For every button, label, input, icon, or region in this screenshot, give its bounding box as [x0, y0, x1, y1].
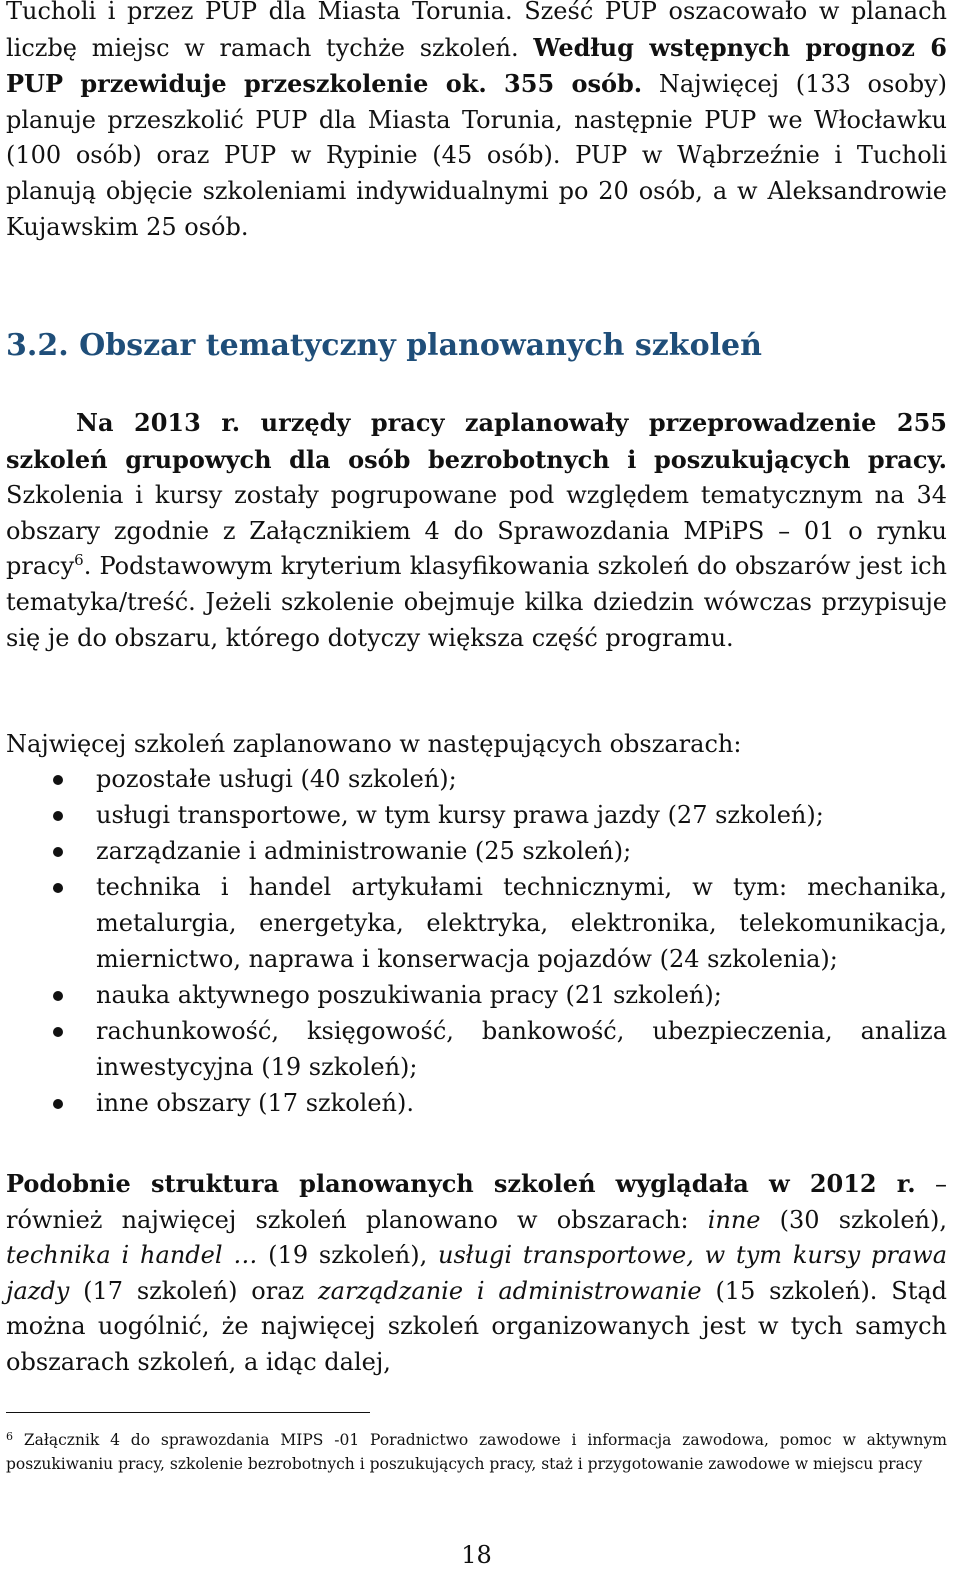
areas-list: [6, 761, 947, 1121]
training-plan-bold: Na 2013 r. urzędy pracy zaplanowały przeprowadzenie 255 szkoleń grupowych dla osób bezrobotnych i poszukujących pracy.: [6, 408, 947, 474]
list-item: [6, 1085, 947, 1121]
list-lead: Najwięcej szkoleń zaplanowano w następujących obszarach:: [6, 730, 742, 758]
list-item: [6, 1013, 947, 1085]
footnote-divider: [6, 1412, 370, 1413]
comparison-bold: Podobnie struktura planowanych szkoleń wyglądała w 2012 r.: [6, 1169, 916, 1198]
list-item: [6, 761, 947, 797]
list-item-text: pozostałe usługi (40 szkoleń);: [96, 765, 457, 793]
list-item-text: rachunkowość, księgowość, bankowość, ubezpieczenia, analiza inwestycyjna (19 szkoleń);: [96, 1017, 947, 1081]
comparison-text-3: (19 szkoleń),: [257, 1241, 439, 1270]
list-item-text: inne obszary (17 szkoleń).: [96, 1089, 414, 1117]
comparison-paragraph: [6, 1166, 947, 1381]
bullet-icon: [53, 991, 63, 1001]
list-item-text: zarządzanie i administrowanie (25 szkoleń);: [96, 837, 632, 865]
page-number: 18: [461, 1541, 492, 1569]
comparison-italic-1: inne: [707, 1205, 761, 1234]
comparison-italic-2: technika i handel …: [6, 1241, 258, 1270]
list-item-text: usługi transportowe, w tym kursy prawa jazdy (27 szkoleń);: [96, 801, 824, 829]
list-item-text: technika i handel artykułami technicznymi, w tym: mechanika, metalurgia, energetyka, elektryka, elektronika, telekomunikacja, miernictwo, naprawa i konserwacja pojazdów (24 szkolenia);: [96, 873, 947, 973]
comparison-text-5: (15 szkoleń). Stąd można uogólnić, że najwięcej szkoleń organizowanych jest w tych samych obszarach szkoleń, a idąc dalej,: [6, 1276, 948, 1376]
comparison-text-1: – również najwięcej szkoleń planowano w obszarach:: [6, 1170, 947, 1234]
comparison-italic-3: usługi transportowe, w tym kursy prawa jazdy: [6, 1241, 948, 1305]
section-heading: 3.2. Obszar tematyczny planowanych szkoleń: [6, 328, 762, 363]
comparison-text-4: (17 szkoleń) oraz: [69, 1276, 318, 1305]
intro-bold-text: Według wstępnych prognoz 6 PUP przewiduje przeszkolenie ok. 355 osób.: [6, 32, 948, 99]
footnote: [6, 1428, 947, 1476]
intro-text-1: Tucholi i przez PUP dla Miasta Torunia. Sześć PUP oszacowało w planach liczbę miejsc w ramach tychże szkoleń.: [6, 0, 947, 62]
intro-text-2: Najwięcej (133 osoby) planuje przeszkolić PUP dla Miasta Torunia, następnie PUP we Włocławku (100 osób) oraz PUP w Rypinie (45 osób). PUP w Wąbrzeźnie i Tucholi planują objęcie szkoleniami indywidualnymi po 20 osób, a w Aleksandrowie Kujawskim 25 osób.: [6, 70, 947, 241]
list-item: [6, 869, 947, 977]
comparison-text-2: (30 szkoleń),: [760, 1205, 947, 1234]
bullet-icon: [53, 1099, 63, 1109]
training-plan-text-2: . Podstawowym kryterium klasyfikowania szkoleń do obszarów jest ich tematyka/treść. Jeżeli szkolenie obejmuje kilka dziedzin wówczas przypisuje się je do obszaru, którego dotyczy większa część programu.: [6, 552, 947, 652]
list-item: [6, 797, 947, 833]
footnote-reference[interactable]: 6: [74, 551, 84, 570]
list-item-text: nauka aktywnego poszukiwania pracy (21 szkoleń);: [96, 981, 722, 1009]
bullet-icon: [53, 1027, 63, 1037]
intro-paragraph: [6, 0, 947, 245]
footnote-text: Załącznik 4 do sprawozdania MIPS -01 Poradnictwo zawodowe i informacja zawodowa, pomoc w aktywnym poszukiwaniu pracy, szkolenie bezrobotnych i poszukujących pracy, staż i przygotowanie zawodowe w miejscu pracy: [6, 1431, 947, 1473]
training-plan-text-1: Szkolenia i kursy zostały pogrupowane pod względem tematycznym na 34 obszary zgodnie z Załącznikiem 4 do Sprawozdania MPiPS – 01 o rynku pracy: [6, 481, 947, 581]
list-item: [6, 977, 947, 1013]
bullet-icon: [53, 775, 63, 785]
list-item: [6, 833, 947, 869]
bullet-icon: [53, 883, 63, 893]
bullet-icon: [53, 811, 63, 821]
training-plan-paragraph: [6, 405, 947, 656]
bullet-icon: [53, 847, 63, 857]
comparison-italic-4: zarządzanie i administrowanie: [318, 1276, 702, 1305]
footnote-marker: 6: [6, 1430, 13, 1443]
